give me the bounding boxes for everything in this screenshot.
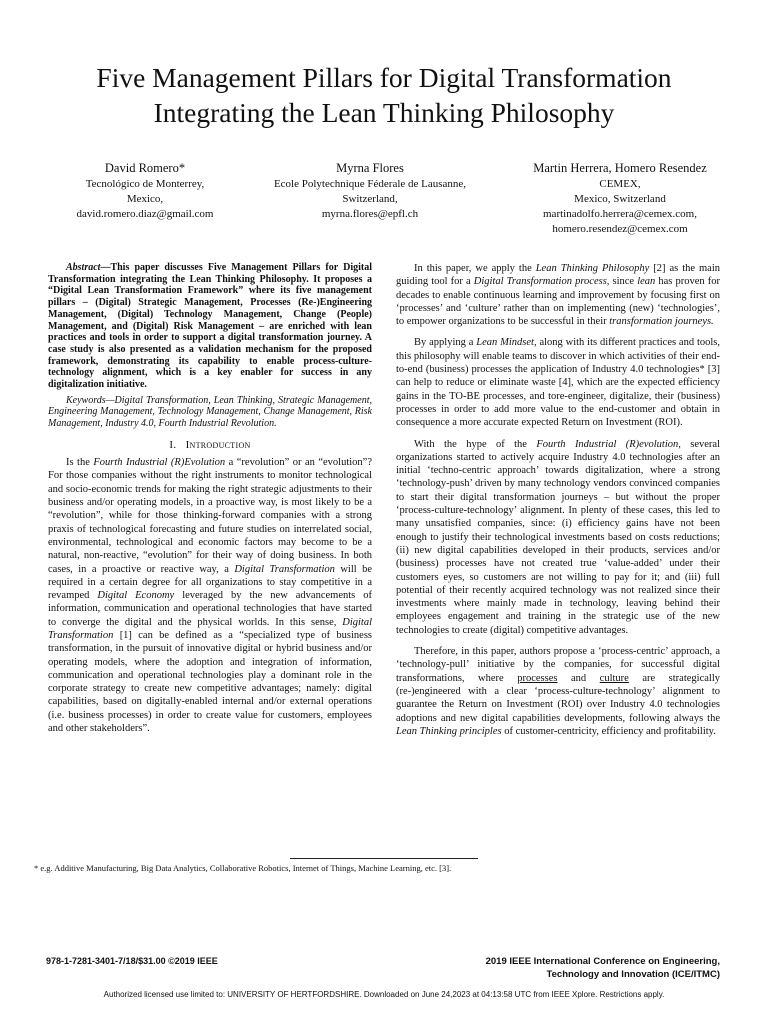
footnote-rule [290, 858, 478, 859]
author-affiliation: Ecole Polytechnique Féderale de Lausanne, [273, 178, 467, 190]
intro-paragraph [48, 456, 372, 735]
section-number: I. [169, 438, 177, 451]
text-run: several organizations started to actively acquire Industry 4.0 technologies after an initial ‘techno-centric approach’ towards digitalization, where a strong ‘technology-push’ driven by many technology vendors convinced companies to start their digital transformation journeys – but without the proper ‘process-culture-technology’ alignment. In plenty of these cases, this led to many unsatisfied companies, since: (i) efficiency gains have not been enough to justify their technological investments based on costs reductions; (ii) new digital capabilities developed in their products, services and/or (business) processes have not created true ‘value-added’ under their customers eyes, so customers are not willing to pay for it; and (iii) full potential of their recently acquired technology was not realized since their investments where mainly made in technology, leaving behind their employees engagement and training in the strategic use of the new technologies to create (digital) competitive advantages. [396, 438, 721, 636]
author-name: Myrna Flores [336, 161, 404, 175]
author-email: homero.resendez@cemex.com [552, 223, 688, 235]
left-column [48, 262, 372, 735]
author-romero [40, 160, 250, 222]
italic-term: Lean Thinking principles [396, 725, 502, 737]
text-run: [1] can be defined as a “specialized type of business transformation, in the pursuit of innovative digital or hybrid business and/or operating models, where the adoption and integration of information, communication and operational technologies play a dominant role in the corporate strategy to create new competitive advantages; namely: digital capabilities, based on digitally-enabled internal and/or external operations (i.e. business processes) in order to create value for customers, employees and other stakeholders”. [48, 630, 372, 735]
text-run: With the hype of the [414, 438, 537, 450]
title-line-1: Five Management Pillars for Digital Transformation [96, 62, 672, 93]
section-heading [48, 439, 372, 452]
author-flores [250, 160, 490, 222]
paper-title [20, 60, 748, 130]
text-run: are strategically (re-)engineered with a clear ‘process-culture-technology’ alignment to guarantee the Return on Investment (ROI) over Industry 4.0 technologies adoptions and new digital capabilities developments, following always the [396, 672, 720, 724]
italic-term: Digital Economy [97, 590, 175, 602]
italic-term: transformation journeys. [609, 316, 714, 328]
text-run: By applying a [414, 337, 477, 349]
italic-term: Lean Mindset, [476, 337, 537, 349]
abstract [48, 262, 372, 391]
text-run: Therefore, in this paper, authors propose a ‘process-centric’ approach, a ‘technology-pull’ initiative by the companies, for successful digital transformations, where [396, 646, 720, 684]
text-run: will be required in a certain degree for all organizations to stay competitive in a revamped [48, 563, 373, 602]
author-affiliation: CEMEX, [599, 178, 641, 190]
italic-term: Fourth Industrial (R)Evolution [93, 457, 226, 469]
author-email: myrna.flores@epfl.ch [321, 208, 419, 220]
right-column [396, 262, 720, 738]
footer-conference [400, 955, 720, 981]
italic-term: Digital Transformation [234, 563, 335, 575]
italic-term: Lean Thinking Philosophy [535, 263, 650, 274]
author-name: Martin Herrera, Homero Resendez [533, 161, 707, 175]
abstract-text: —This paper discusses Five Management Pillars for Digital Transformation integrating the Lean Thinking Philosophy. It proposes a “Digital Lean Transformation Framework” where its five management pillars – (Digital) Strategic Management, Processes (Re-)Engineering Management, (Digital) Technology Management, Change (People) Management, and (Digital) Risk Management – are enriched with lean practices and tools in order to support a digital transformation journey. A case study is also presented as a validation mechanism for the proposed framework, demonstrating its capability to enable process-culture-technology alignment, which is a key enabler for success in any digitalization initiative. [48, 262, 372, 391]
text-run: of customer-centricity, efficiency and profitability. [501, 725, 716, 737]
footer-isbn: 978-1-7281-3401-7/18/$31.00 ©2019 IEEE [46, 956, 218, 966]
author-name: David Romero* [104, 161, 186, 175]
text-run: a “revolution” or an “evolution”? For those companies without the right instruments to monitor technological and socio-economic trends for making the right strategic adjustments to their business and/or operating models, in a proactive way, is most likely to be a “revolution”, while for those thinking-forward companies with a strong praxis of technological forecasting and future studies on interrelated social, environmental, technological and economic factors may become to be a natural, non-reactive, “evolution” for their way of doing business. In both cases, in a proactive or reactive way, a [48, 457, 372, 575]
footnote: * e.g. Additive Manufacturing, Big Data Analytics, Collaborative Robotics, Internet of Things, Machine Learning, etc. [3]. [34, 863, 452, 873]
author-country: Mexico, Switzerland [574, 193, 666, 205]
underlined-term: processes [517, 672, 558, 684]
abstract-label: Abstract [66, 262, 101, 273]
author-herrera-resendez [500, 160, 740, 237]
paragraph-lean-thinking [396, 262, 720, 328]
text-run: along with its different practices and tools, this philosophy will enable teams to discover in which activities of their end-to-end (business) processes the application of Industry 4.0 technologies* [3] can help to reduce or eliminate waste [4], which are the expected efficiency gains in the TO-BE processes, and tore-engineer, digitalize, their (business) processes in order to add more value to the end-customer and obtain in consequence a more accurate expected Return on Investment (ROI). [396, 337, 720, 429]
paragraph-industrial-revolution [396, 438, 720, 637]
author-country: Switzerland, [342, 193, 398, 205]
text-run: In this paper, we apply the [414, 263, 536, 274]
section-title: Introduction [185, 438, 251, 451]
text-run: Is the [66, 457, 94, 469]
paragraph-lean-mindset [396, 336, 720, 429]
author-affiliation: Tecnológico de Monterrey, [85, 178, 205, 190]
author-country: Mexico, [126, 193, 164, 205]
italic-term: Digital Transformation process, [473, 276, 610, 288]
keywords: Keywords—Digital Transformation, Lean Thinking, Strategic Management, Engineering Management, Technology Management, Change Management, Risk Management, Industry 4.0, Fourth Industrial Revolution. [48, 394, 372, 430]
text-run: and [557, 672, 600, 684]
author-email: martinadolfo.herrera@cemex.com, [543, 208, 697, 220]
text-run: has proven for decades to enable continuous learning and improvement by focusing first on ‘processes’ and ‘culture’ rather than on implementing (new) ‘technologies’, to empower organizations to be successful in their [396, 276, 721, 328]
italic-term: Fourth Industrial (R)evolution, [536, 438, 681, 450]
title-line-2: Integrating the Lean Thinking Philosophy [153, 97, 615, 128]
footer-conference-line-2: Technology and Innovation (ICE/ITMC) [546, 969, 720, 980]
author-email: david.romero.diaz@gmail.com [76, 208, 214, 220]
italic-term: Digital Transformation [48, 616, 372, 641]
paragraph-process-centric [396, 645, 720, 738]
text-run: [2] as the main guiding tool for a [396, 263, 720, 288]
underlined-term: culture [599, 672, 629, 684]
text-run: leveraged by the new advancements of information, communication and operational technologies that have started to converge the digital and the physical worlds. In this sense, [48, 590, 372, 628]
authorization-note: Authorized licensed use limited to: UNIVERSITY OF HERTFORDSHIRE. Downloaded on June 24,2023 at 04:13:58 UTC from IEEE Xplore. Restrictions apply. [103, 990, 665, 999]
text-run: since [609, 276, 638, 288]
footer-conference-line-1: 2019 IEEE International Conference on Engineering, [485, 956, 720, 967]
italic-term: lean [637, 276, 656, 288]
